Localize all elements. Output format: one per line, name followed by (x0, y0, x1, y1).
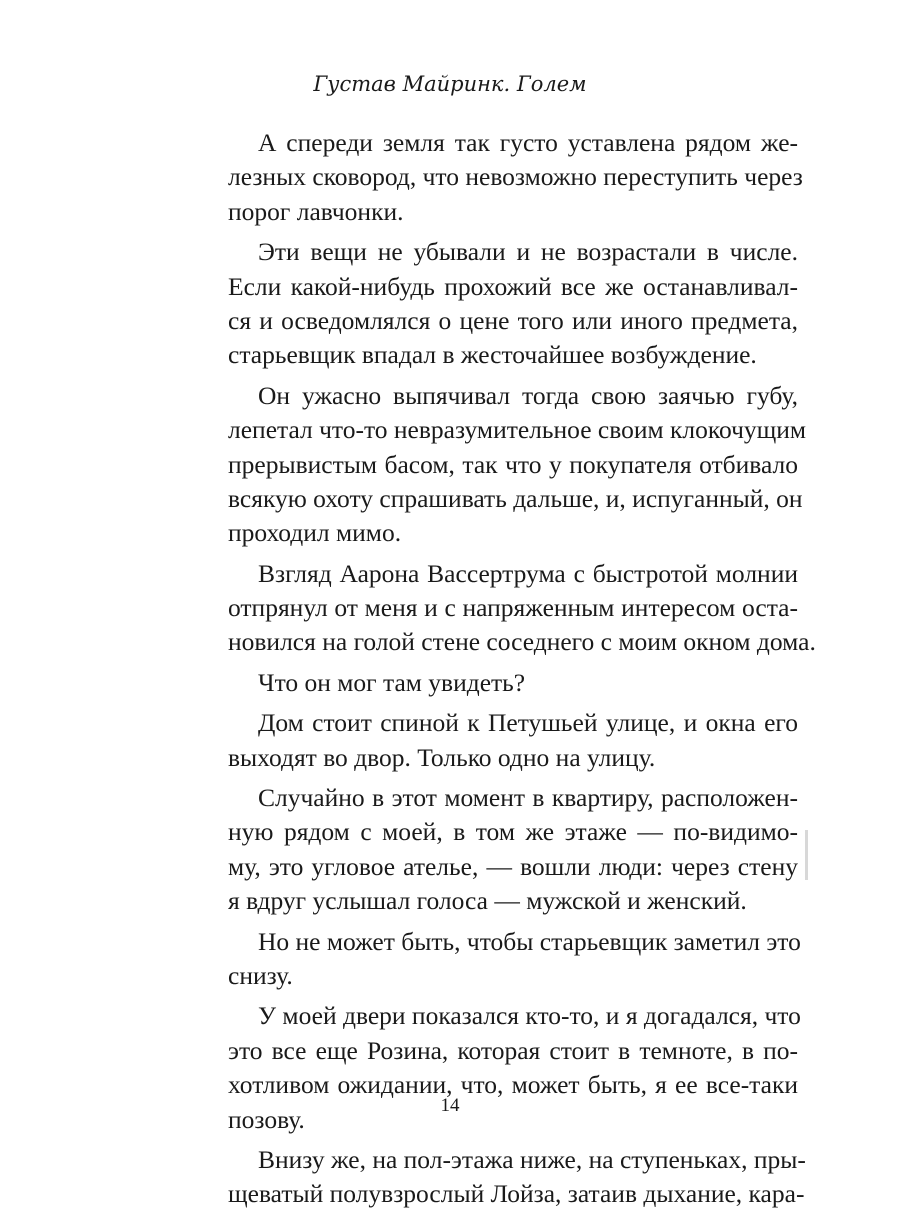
text-line: снизу. (228, 960, 293, 990)
text-line: Если какой-нибудь прохожий все же останавливал- (228, 271, 798, 301)
text-line: прерывистым басом, так что у покупателя отбивало (228, 449, 798, 479)
paragraph (228, 781, 798, 919)
text-line: хотливом ожидании, что, может быть, я ее все-таки (228, 1070, 798, 1100)
text-line: новился на голой стене соседнего с моим окном дома. (228, 627, 816, 657)
text-line: всякую охоту спрашивать дальше, и, испуганный, он (228, 483, 803, 513)
margin-mark (805, 830, 808, 880)
paragraph (228, 557, 816, 660)
text-line: отпрянул от меня и с напряженным интересом оста- (228, 593, 798, 623)
paragraph (228, 235, 798, 373)
text-line: ся и осведомлялся о цене того или иного предмета, (228, 305, 798, 335)
paragraph (228, 666, 798, 700)
text-line: Дом стоит спиной к Петушьей улице, и окна его (258, 708, 798, 738)
text-line: щеватый полувзрослый Лойза, затаив дыхание, кара- (228, 1179, 805, 1209)
text-line: ную рядом с моей, в том же этаже — по-видимо- (228, 817, 798, 847)
text-line: это все еще Розина, которая стоит в темноте, в по- (228, 1035, 798, 1065)
page-number: 14 (440, 1095, 460, 1116)
text-line: выходят во двор. Только одно на улицу. (228, 742, 656, 772)
text-line: порог лавчонки. (228, 196, 404, 226)
body-text (228, 126, 816, 1218)
text-line: лепетал что-то невразумительное своим клокочущим (228, 415, 807, 445)
paragraph (228, 706, 798, 775)
running-header: Густав Майринк. Голем (313, 72, 587, 96)
text-line: старьевщик впадал в жесточайшее возбуждение. (228, 340, 757, 370)
text-line: Он ужасно выпячивал тогда свою заячью губу, (258, 380, 798, 410)
paragraph (228, 1143, 806, 1212)
paragraph (228, 925, 801, 994)
text-line: Взгляд Аарона Вассертрума с быстротой молнии (258, 558, 798, 588)
text-line: я вдруг услышал голоса — мужской и женский. (228, 886, 747, 916)
text-line: А спереди земля так густо уставлена рядом же- (258, 128, 798, 157)
text-line: Случайно в этот момент в квартиру, расположен- (258, 783, 798, 813)
paragraph (228, 126, 803, 229)
text-line: Что он мог там увидеть? (258, 667, 526, 697)
paragraph (228, 379, 807, 551)
text-line: У моей двери показался кто-то, и я догадался, что (258, 1001, 801, 1031)
text-line: Внизу же, на пол-этажа ниже, на ступеньках, пры- (258, 1144, 806, 1174)
text-line: Но не может быть, чтобы старьевщик заметил это (258, 926, 801, 956)
text-line: проходил мимо. (228, 518, 402, 548)
text-line: позову. (228, 1104, 305, 1134)
text-line: лезных сковород, что невозможно переступить через (228, 162, 803, 192)
text-line: му, это угловое ателье, — вошли люди: через стену (228, 851, 798, 881)
text-line: Эти вещи не убывали и не возрастали в числе. (258, 237, 798, 267)
